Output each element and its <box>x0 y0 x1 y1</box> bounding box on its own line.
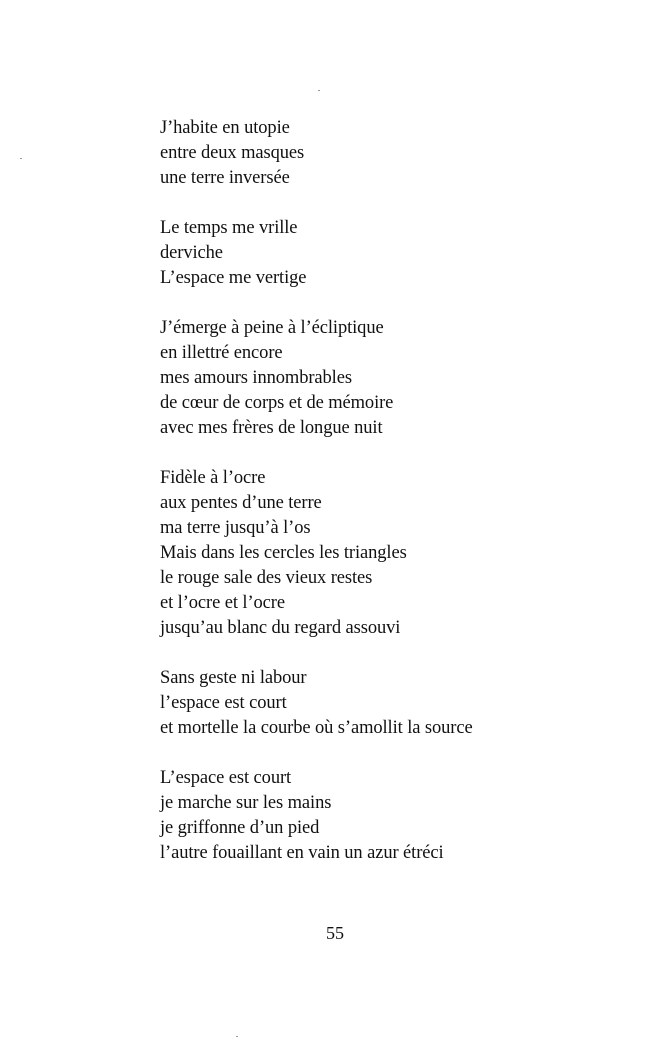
poem-line: aux pentes d’une terre <box>160 493 322 513</box>
poem-line: je griffonne d’un pied <box>160 818 320 838</box>
poem-line: mes amours innombrables <box>160 368 352 388</box>
stanza-6 <box>160 766 630 866</box>
poem-line: l’espace est court <box>160 693 287 713</box>
poem-line: l’autre fouaillant en vain un azur étréci <box>160 843 444 863</box>
scan-speck <box>236 1036 238 1037</box>
poem-line: entre deux masques <box>160 143 305 163</box>
poem-line: et l’ocre et l’ocre <box>160 593 285 613</box>
stanza-2 <box>160 216 630 291</box>
poem-line: une terre inversée <box>160 168 290 188</box>
poem-line: Mais dans les cercles les triangles <box>160 543 407 563</box>
stanza-3 <box>160 316 630 441</box>
poem-line: ma terre jusqu’à l’os <box>160 518 311 538</box>
stanza-1 <box>160 116 630 191</box>
poem-line: Le temps me vrille <box>160 218 298 238</box>
poem-line: je marche sur les mains <box>160 793 332 813</box>
scan-speck <box>318 90 320 91</box>
poem-line: L’espace me vertige <box>160 268 307 288</box>
poem-line: en illettré encore <box>160 343 283 363</box>
poem-line: J’émerge à peine à l’écliptique <box>160 318 384 338</box>
poem-line: L’espace est court <box>160 768 292 788</box>
poem-line: avec mes frères de longue nuit <box>160 418 383 438</box>
poem-line: J’habite en utopie <box>160 118 290 138</box>
poem-line: et mortelle la courbe où s’amollit la source <box>160 718 473 738</box>
scan-speck <box>20 158 22 159</box>
poem-line: derviche <box>160 243 223 263</box>
poem-line: jusqu’au blanc du regard assouvi <box>160 618 401 638</box>
stanza-4 <box>160 466 630 641</box>
stanza-5 <box>160 666 630 741</box>
page-number: 55 <box>326 923 344 943</box>
poem <box>160 116 630 891</box>
poem-line: le rouge sale des vieux restes <box>160 568 373 588</box>
poem-line: de cœur de corps et de mémoire <box>160 393 394 413</box>
poem-line: Sans geste ni labour <box>160 668 307 688</box>
poem-line: Fidèle à l’ocre <box>160 468 266 488</box>
